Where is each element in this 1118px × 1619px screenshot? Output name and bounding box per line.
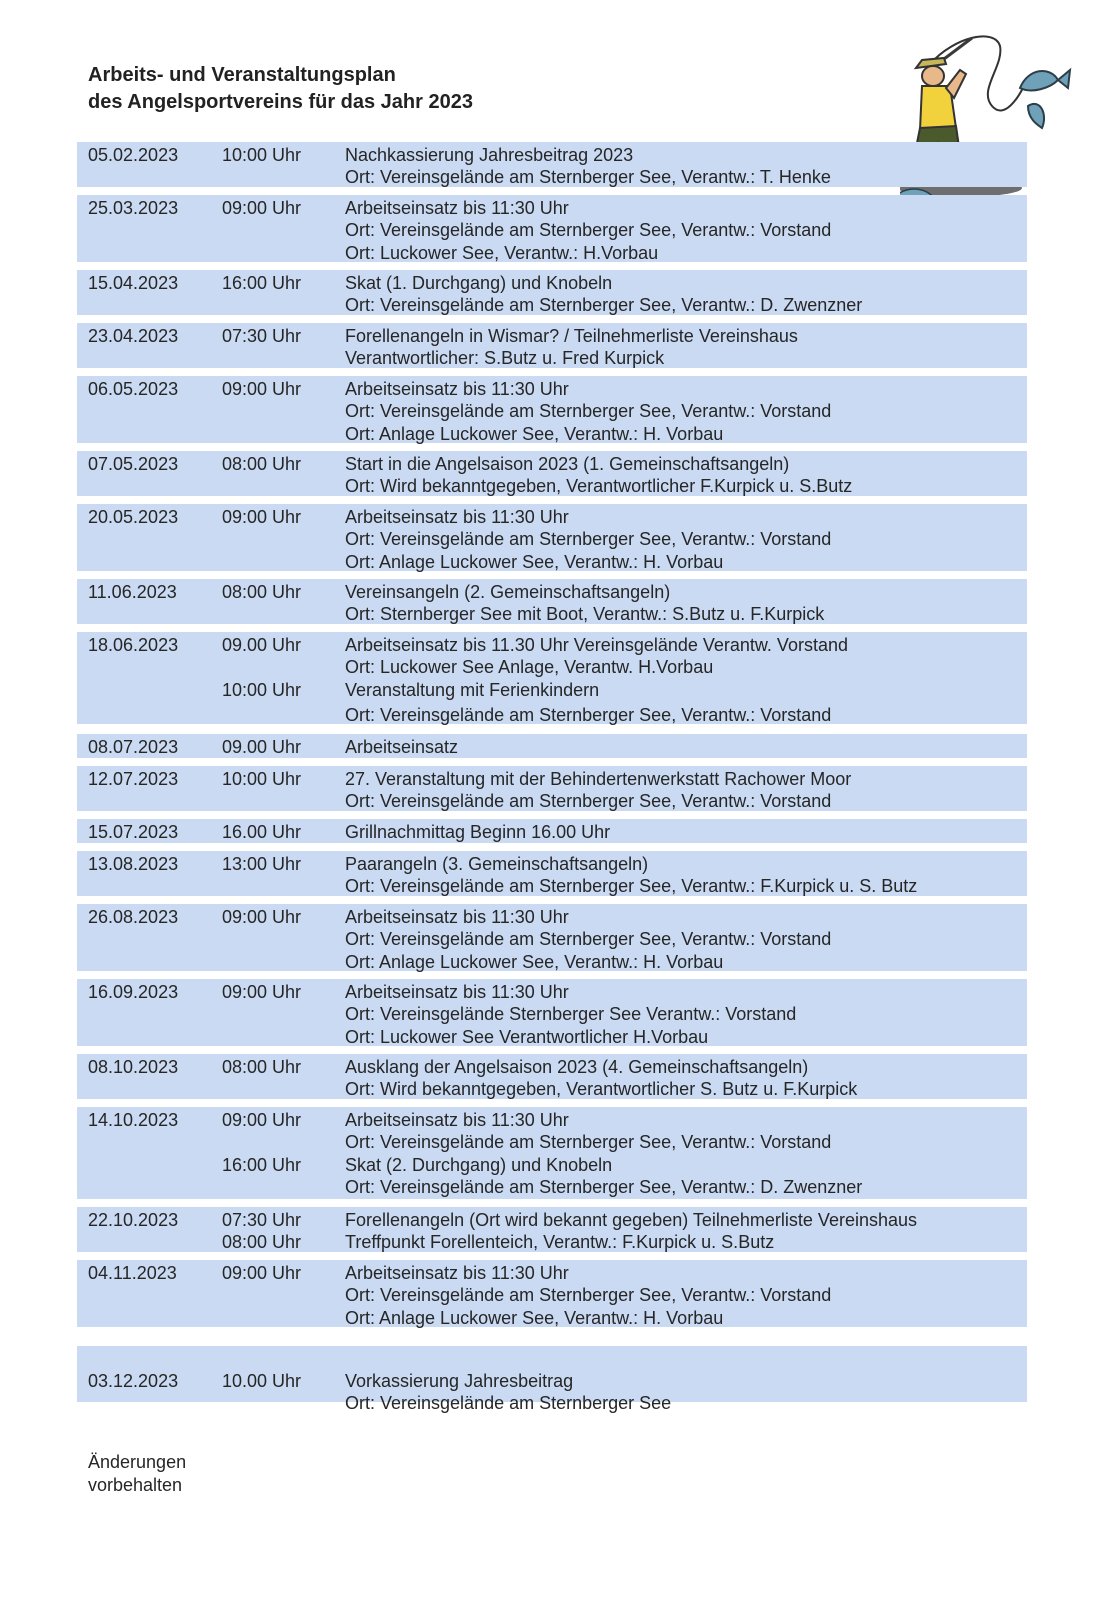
event-date: 16.09.2023 [88,982,179,1002]
event-row [77,979,1027,1046]
event-description [345,981,796,1048]
event-line: Ort: Vereinsgelände am Sternberger See, Verantw.: Vorstand [345,220,832,241]
event-line: Arbeitseinsatz bis 11:30 Uhr [345,507,569,527]
event-list [77,142,1027,1414]
event-time: 09.00 Uhr [222,635,302,655]
event-line: Ort: Wird bekanntgegeben, Verantwortlicher S. Butz u. F.Kurpick [345,1079,858,1100]
document-title [88,62,473,116]
event-line: Ort: Vereinsgelände am Sternberger See, Verantw.: D. Zwenzner [345,295,863,316]
event-time: 08:00 Uhr [222,1057,302,1077]
event-description [345,1109,862,1199]
event-line: Arbeitseinsatz bis 11.30 Uhr Vereinsgelände Verantw. Vorstand [345,635,848,655]
event-line: Arbeitseinsatz bis 11:30 Uhr [345,907,569,927]
event-time [222,656,301,678]
event-date: 26.08.2023 [88,907,179,927]
event-date: 04.11.2023 [88,1263,177,1283]
event-time: 08:00 Uhr [222,454,302,474]
event-date: 11.06.2023 [88,582,177,602]
event-line: Ort: Vereinsgelände am Sternberger See, Verantw.: T. Henke [345,167,831,188]
event-description [345,1056,857,1101]
event-line: Vereinsangeln (2. Gemeinschaftsangeln) [345,582,671,602]
event-times [222,1109,301,1176]
event-date: 15.07.2023 [88,822,179,842]
event-line: Arbeitseinsatz bis 11:30 Uhr [345,1110,569,1130]
event-description [345,325,798,370]
event-times [222,325,301,347]
event-line: Ort: Vereinsgelände am Sternberger See, Verantw.: Vorstand [345,929,832,950]
event-times [222,736,301,758]
event-date: 08.07.2023 [88,737,179,757]
event-date: 14.10.2023 [88,1110,179,1130]
event-date: 20.05.2023 [88,507,179,527]
event-line: Ort: Vereinsgelände am Sternberger See, Verantw.: D. Zwenzner [345,1177,863,1198]
event-time: 08:00 Uhr [222,582,302,602]
event-description [345,634,848,727]
event-date: 18.06.2023 [88,635,179,655]
event-time: 16.00 Uhr [222,822,302,842]
event-row [77,1346,1027,1414]
event-row [77,1207,1027,1252]
event-line: Ort: Luckower See, Verantw.: H.Vorbau [345,242,659,263]
event-date: 07.05.2023 [88,454,179,474]
event-line: Ausklang der Angelsaison 2023 (4. Gemeinschaftsangeln) [345,1057,809,1077]
event-times [222,1209,301,1254]
event-row [77,270,1027,315]
event-time: 10:00 Uhr [222,679,302,700]
event-description [345,853,917,898]
event-date: 06.05.2023 [88,379,179,399]
event-date: 25.03.2023 [88,198,179,218]
event-times [222,981,301,1003]
event-line: Arbeitseinsatz [345,737,459,757]
event-times [222,506,301,528]
event-description [345,1209,917,1254]
event-line: Ort: Vereinsgelände am Sternberger See [345,1393,672,1414]
event-row [77,904,1027,971]
event-times [222,144,301,166]
event-line: Ort: Vereinsgelände am Sternberger See, Verantw.: Vorstand [345,401,832,422]
event-times [222,1056,301,1078]
event-times [222,1262,301,1284]
event-line: Ort: Vereinsgelände am Sternberger See, Verantw.: Vorstand [345,529,832,550]
event-line: Ort: Anlage Luckower See, Verantw.: H. Vorbau [345,551,724,572]
event-line: Nachkassierung Jahresbeitrag 2023 [345,145,634,165]
event-line: Arbeitseinsatz bis 11:30 Uhr [345,379,569,399]
event-date: 13.08.2023 [88,854,179,874]
event-time: 08:00 Uhr [222,1232,302,1253]
event-description [345,821,610,843]
event-time: 09:00 Uhr [222,907,302,927]
event-time: 16:00 Uhr [222,1154,302,1175]
event-date: 08.10.2023 [88,1057,179,1077]
event-time: 09:00 Uhr [222,507,302,527]
event-line: Treffpunkt Forellenteich, Verantw.: F.Kurpick u. S.Butz [345,1232,775,1253]
event-time: 09:00 Uhr [222,982,302,1002]
event-line: Ort: Vereinsgelände am Sternberger See, Verantw.: Vorstand [345,1285,832,1306]
event-times [222,853,301,875]
event-line: Ort: Vereinsgelände am Sternberger See, Verantw.: Vorstand [345,1132,832,1153]
event-row [77,376,1027,443]
event-line: Arbeitseinsatz bis 11:30 Uhr [345,198,569,218]
event-line: Grillnachmittag Beginn 16.00 Uhr [345,822,611,842]
event-times [222,272,301,294]
event-times [222,906,301,928]
event-description [345,1370,671,1415]
event-line: Arbeitseinsatz bis 11:30 Uhr [345,982,569,1002]
event-description [345,453,852,498]
event-line: Vorkassierung Jahresbeitrag [345,1371,574,1391]
event-line: Start in die Angelsaison 2023 (1. Gemeinschaftsangeln) [345,454,790,474]
event-times [222,453,301,475]
footer-note [88,1451,186,1497]
event-line: 27. Veranstaltung mit der Behindertenwerkstatt Rachower Moor [345,769,852,789]
event-times [222,197,301,219]
event-time: 10:00 Uhr [222,769,302,789]
event-date: 22.10.2023 [88,1210,179,1230]
event-line: Skat (2. Durchgang) und Knobeln [345,1154,613,1175]
event-row [77,766,1027,811]
event-time: 09:00 Uhr [222,198,302,218]
event-line: Veranstaltung mit Ferienkindern [345,679,600,700]
event-time: 16:00 Uhr [222,273,302,293]
event-line: Ort: Vereinsgelände Sternberger See Verantw.: Vorstand [345,1004,797,1025]
footer-line-1: Änderungen [88,1452,187,1472]
event-row [77,851,1027,896]
event-row [77,1107,1027,1199]
event-description [345,378,831,445]
event-row [77,579,1027,624]
title-line-2: des Angelsportvereins für das Jahr 2023 [88,91,473,113]
event-row [77,323,1027,368]
event-line: Ort: Anlage Luckower See, Verantw.: H. Vorbau [345,423,724,444]
event-time: 07:30 Uhr [222,326,302,346]
event-time: 09:00 Uhr [222,1263,302,1283]
event-row [77,195,1027,262]
event-times [222,378,301,400]
event-description [345,906,831,973]
event-row [77,819,1027,843]
event-times [222,634,301,701]
event-description [345,581,824,626]
event-line: Verantwortlicher: S.Butz u. Fred Kurpick [345,348,665,369]
event-description [345,144,831,189]
event-line: Ort: Wird bekanntgegeben, Verantwortlicher F.Kurpick u. S.Butz [345,476,853,497]
event-time [222,1131,301,1153]
event-times [222,821,301,843]
event-time: 09.00 Uhr [222,737,302,757]
event-line: Forellenangeln (Ort wird bekannt gegeben) Teilnehmerliste Vereinshaus [345,1210,918,1230]
event-line: Ort: Anlage Luckower See, Verantw.: H. Vorbau [345,951,724,972]
event-description [345,736,458,758]
event-row [77,504,1027,571]
event-times [222,581,301,603]
event-date: 05.02.2023 [88,145,179,165]
event-description [345,1262,831,1329]
event-row [77,734,1027,758]
event-row [77,1260,1027,1327]
event-line: Paarangeln (3. Gemeinschaftsangeln) [345,854,649,874]
event-date: 12.07.2023 [88,769,179,789]
event-line: Ort: Vereinsgelände am Sternberger See, Verantw.: Vorstand [345,705,832,726]
event-time: 07:30 Uhr [222,1210,302,1230]
event-times [222,768,301,790]
event-times [222,1370,301,1392]
event-row [77,1054,1027,1099]
event-row [77,142,1027,187]
event-row [77,451,1027,496]
event-line: Ort: Sternberger See mit Boot, Verantw.: S.Butz u. F.Kurpick [345,604,825,625]
event-line: Ort: Vereinsgelände am Sternberger See, Verantw.: Vorstand [345,791,832,812]
event-time: 09:00 Uhr [222,1110,302,1130]
event-description [345,197,831,264]
event-line: Ort: Luckower See Anlage, Verantw. H.Vorbau [345,657,714,678]
title-line-1: Arbeits- und Veranstaltungsplan [88,64,396,86]
event-row [77,632,1027,724]
event-line: Skat (1. Durchgang) und Knobeln [345,273,613,293]
event-date: 23.04.2023 [88,326,179,346]
event-time: 10:00 Uhr [222,145,302,165]
event-date: 15.04.2023 [88,273,179,293]
event-date: 03.12.2023 [88,1371,179,1391]
event-line: Ort: Anlage Luckower See, Verantw.: H. Vorbau [345,1307,724,1328]
event-description [345,506,831,573]
footer-line-2: vorbehalten [88,1475,183,1495]
event-description [345,272,862,317]
event-line: Ort: Vereinsgelände am Sternberger See, Verantw.: F.Kurpick u. S. Butz [345,876,918,897]
event-line: Ort: Luckower See Verantwortlicher H.Vorbau [345,1026,709,1047]
event-time: 09:00 Uhr [222,379,302,399]
event-description [345,768,851,813]
event-line: Forellenangeln in Wismar? / Teilnehmerliste Vereinshaus [345,326,798,346]
event-time: 13:00 Uhr [222,854,302,874]
event-time: 10.00 Uhr [222,1371,302,1391]
event-line: Arbeitseinsatz bis 11:30 Uhr [345,1263,569,1283]
